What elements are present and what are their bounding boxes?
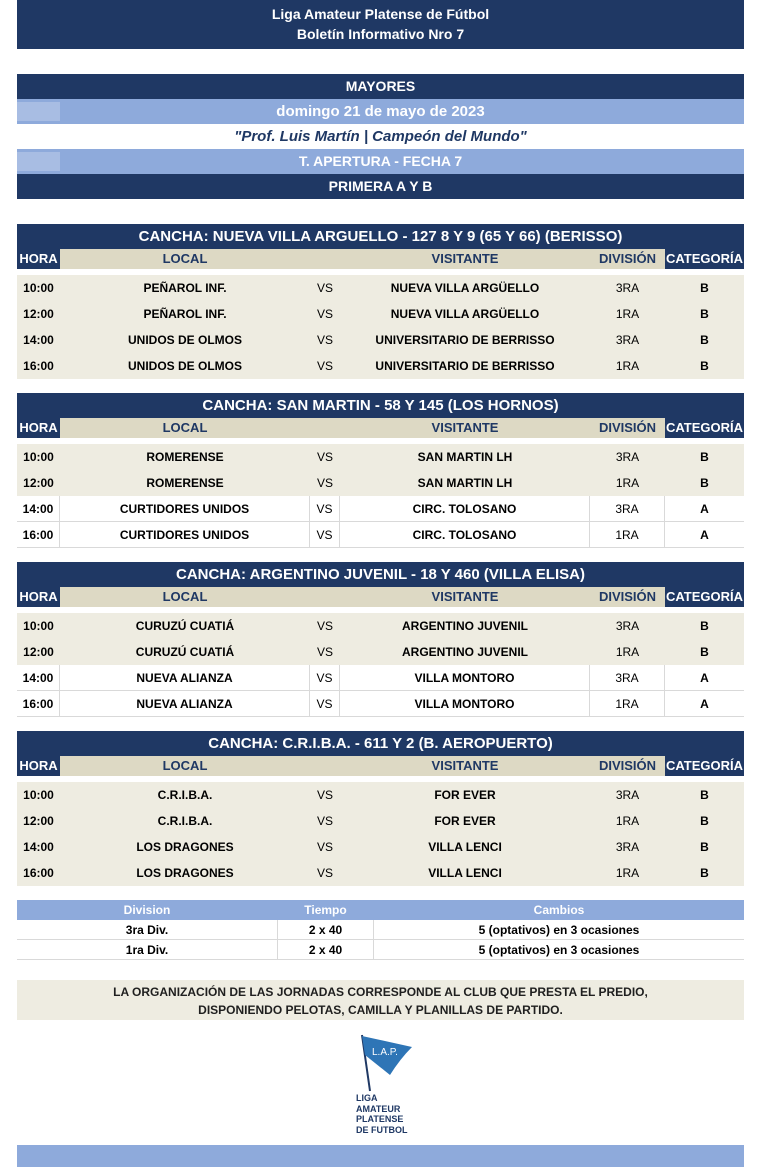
logo-line: AMATEUR [356, 1103, 401, 1114]
vs-label: VS [316, 359, 333, 373]
vs-label: VS [316, 333, 333, 347]
match-category: A [700, 697, 709, 711]
match-time: 10:00 [23, 281, 54, 295]
rules-row [17, 940, 744, 960]
match-division: 1RA [615, 645, 640, 659]
col-visitante: VISITANTE [431, 251, 499, 266]
rules-division: 3ra Div. [125, 923, 169, 937]
match-category: B [700, 359, 709, 373]
home-team: CURTIDORES UNIDOS [60, 496, 310, 522]
match-category: B [700, 814, 709, 828]
match-category: B [700, 476, 709, 490]
away-team: ARGENTINO JUVENIL [401, 645, 528, 659]
vs-label: VS [310, 496, 340, 522]
match-time: 14:00 [23, 333, 54, 347]
league-logo [350, 1033, 430, 1148]
league-title: Liga Amateur Platense de Fútbol [271, 6, 490, 22]
column-headers [17, 249, 744, 269]
tournament-round [17, 149, 744, 174]
match-division: 3RA [615, 840, 640, 854]
match-time: 10:00 [23, 788, 54, 802]
away-team: CIRC. TOLOSANO [340, 496, 590, 522]
match-category: B [700, 788, 709, 802]
rules-col-division: Division [123, 903, 171, 917]
col-division: DIVISIÓN [598, 420, 657, 435]
match-category: A [700, 671, 709, 685]
col-division: DIVISIÓN [598, 251, 657, 266]
away-team: SAN MARTIN LH [417, 476, 513, 490]
vs-label: VS [316, 840, 333, 854]
match-division: 1RA [615, 866, 640, 880]
col-categoria: CATEGORÍA [665, 249, 744, 269]
home-team: C.R.I.B.A. [157, 788, 213, 802]
away-team: ARGENTINO JUVENIL [401, 619, 528, 633]
home-team: PEÑAROL INF. [143, 307, 227, 321]
rules-row [17, 920, 744, 940]
match-time: 14:00 [23, 840, 54, 854]
match-row [17, 301, 744, 327]
rules-header [17, 900, 744, 920]
col-categoria: CATEGORÍA [665, 587, 744, 607]
away-team: SAN MARTIN LH [417, 450, 513, 464]
match-category: B [700, 645, 709, 659]
logo-line: LIGA [356, 1093, 378, 1103]
match-division: 3RA [615, 281, 640, 295]
away-team: VILLA LENCI [428, 840, 502, 854]
match-category: B [700, 333, 709, 347]
match-time: 12:00 [23, 814, 54, 828]
home-team: CURTIDORES UNIDOS [60, 522, 310, 548]
match-division: 1RA [615, 814, 640, 828]
home-team: CURUZÚ CUATIÁ [135, 619, 235, 633]
column-headers [17, 418, 744, 438]
cancha-title: CANCHA: SAN MARTIN - 58 Y 145 (LOS HORNOS) [17, 393, 744, 418]
match-division: 1RA [590, 522, 665, 548]
match-time: 10:00 [23, 450, 54, 464]
bulletin-header [17, 0, 744, 49]
col-local: LOCAL [162, 758, 208, 773]
decorative-swatch [17, 102, 60, 121]
match-row [17, 834, 744, 860]
col-categoria: CATEGORÍA [665, 418, 744, 438]
match-category: B [700, 307, 709, 321]
match-row [17, 275, 744, 301]
away-team: VILLA LENCI [428, 866, 502, 880]
match-date-text: domingo 21 de mayo de 2023 [276, 103, 485, 120]
col-local: LOCAL [162, 589, 208, 604]
match-time: 10:00 [23, 619, 54, 633]
match-time: 16:00 [23, 359, 54, 373]
match-time: 14:00 [17, 496, 60, 522]
notice-line: LA ORGANIZACIÓN DE LAS JORNADAS CORRESPONDE AL CLUB QUE PRESTA EL PREDIO, [113, 985, 648, 999]
match-time: 16:00 [17, 522, 60, 548]
vs-label: VS [316, 788, 333, 802]
away-team: VILLA MONTORO [340, 665, 590, 691]
match-division: 3RA [615, 788, 640, 802]
rules-cambios: 5 (optativos) en 3 ocasiones [478, 943, 640, 957]
match-division: 3RA [615, 619, 640, 633]
col-hora: HORA [17, 418, 60, 438]
match-row [17, 639, 744, 665]
match-row [17, 808, 744, 834]
bulletin-number: Boletín Informativo Nro 7 [296, 26, 465, 42]
match-division: 1RA [615, 359, 640, 373]
away-team: NUEVA VILLA ARGÜELLO [390, 281, 540, 295]
match-category: B [700, 866, 709, 880]
logo-line: DE FUTBOL [356, 1124, 408, 1135]
vs-label: VS [310, 522, 340, 548]
match-division: 1RA [590, 691, 665, 717]
away-team: VILLA MONTORO [340, 691, 590, 717]
home-team: C.R.I.B.A. [157, 814, 213, 828]
vs-label: VS [316, 645, 333, 659]
match-division: 3RA [615, 450, 640, 464]
footer-bar [17, 1145, 744, 1167]
match-row [17, 470, 744, 496]
notice-line: DISPONIENDO PELOTAS, CAMILLA Y PLANILLAS DE PARTIDO. [198, 1003, 563, 1017]
match-division: 3RA [615, 333, 640, 347]
vs-label: VS [310, 665, 340, 691]
rules-cambios: 5 (optativos) en 3 ocasiones [478, 923, 640, 937]
cancha-title: CANCHA: ARGENTINO JUVENIL - 18 Y 460 (VILLA ELISA) [17, 562, 744, 587]
match-time: 16:00 [23, 866, 54, 880]
column-headers [17, 756, 744, 776]
col-visitante: VISITANTE [431, 589, 499, 604]
tournament-round-text: T. APERTURA - FECHA 7 [298, 153, 463, 169]
col-visitante: VISITANTE [431, 420, 499, 435]
logo-text [356, 1093, 408, 1135]
match-division: 1RA [615, 476, 640, 490]
home-team: UNIDOS DE OLMOS [127, 359, 242, 373]
match-category: A [700, 528, 709, 542]
vs-label: VS [316, 307, 333, 321]
cancha-title: CANCHA: C.R.I.B.A. - 611 Y 2 (B. AEROPUERTO) [17, 731, 744, 756]
col-categoria: CATEGORÍA [665, 756, 744, 776]
rules-division: 1ra Div. [125, 943, 169, 957]
rules-col-cambios: Cambios [533, 903, 585, 917]
match-row [17, 782, 744, 808]
home-team: ROMERENSE [146, 450, 224, 464]
match-time: 16:00 [17, 691, 60, 717]
match-time: 14:00 [17, 665, 60, 691]
vs-label: VS [316, 281, 333, 295]
col-local: LOCAL [162, 420, 208, 435]
rules-tiempo: 2 x 40 [277, 920, 374, 940]
match-row [17, 691, 744, 717]
vs-label: VS [310, 691, 340, 717]
away-team: FOR EVER [434, 814, 496, 828]
vs-label: VS [316, 476, 333, 490]
col-hora: HORA [17, 756, 60, 776]
match-row [17, 327, 744, 353]
home-team: LOS DRAGONES [136, 840, 234, 854]
col-local: LOCAL [162, 251, 208, 266]
organization-notice [17, 980, 744, 1020]
match-time: 12:00 [23, 476, 54, 490]
col-visitante: VISITANTE [431, 758, 499, 773]
home-team: NUEVA ALIANZA [60, 691, 310, 717]
cancha-block [17, 562, 744, 717]
match-category: B [700, 619, 709, 633]
home-team: PEÑAROL INF. [143, 281, 227, 295]
home-team: NUEVA ALIANZA [60, 665, 310, 691]
match-row [17, 860, 744, 886]
flag-icon [350, 1033, 430, 1093]
vs-label: VS [316, 814, 333, 828]
col-division: DIVISIÓN [598, 758, 657, 773]
decorative-swatch [17, 152, 60, 171]
logo-flag-text: L.A.P. [372, 1047, 398, 1058]
away-team: UNIVERSITARIO DE BERRISSO [375, 333, 555, 347]
match-row [17, 665, 744, 691]
away-team: NUEVA VILLA ARGÜELLO [390, 307, 540, 321]
match-category: B [700, 840, 709, 854]
home-team: CURUZÚ CUATIÁ [135, 645, 235, 659]
rules-col-tiempo: Tiempo [304, 903, 347, 917]
home-team: LOS DRAGONES [136, 866, 234, 880]
home-team: UNIDOS DE OLMOS [127, 333, 242, 347]
column-headers [17, 587, 744, 607]
cancha-block [17, 393, 744, 548]
away-team: UNIVERSITARIO DE BERRISSO [375, 359, 555, 373]
match-row [17, 496, 744, 522]
match-row [17, 613, 744, 639]
division-group: PRIMERA A Y B [17, 174, 744, 199]
dedication: "Prof. Luis Martín | Campeón del Mundo" [234, 128, 527, 145]
match-category: A [700, 502, 709, 516]
match-row [17, 444, 744, 470]
logo-line: PLATENSE [356, 1114, 404, 1124]
match-time: 12:00 [23, 645, 54, 659]
cancha-title: CANCHA: NUEVA VILLA ARGUELLO - 127 8 Y 9 (65 Y 66) (BERISSO) [17, 224, 744, 249]
match-category: B [700, 281, 709, 295]
match-row [17, 522, 744, 548]
match-date [17, 99, 744, 124]
match-time: 12:00 [23, 307, 54, 321]
away-team: CIRC. TOLOSANO [340, 522, 590, 548]
vs-label: VS [316, 450, 333, 464]
cancha-block [17, 731, 744, 886]
home-team: ROMERENSE [146, 476, 224, 490]
col-division: DIVISIÓN [598, 589, 657, 604]
match-division: 3RA [590, 665, 665, 691]
match-category: B [700, 450, 709, 464]
match-division: 1RA [615, 307, 640, 321]
away-team: FOR EVER [434, 788, 496, 802]
vs-label: VS [316, 619, 333, 633]
rules-table [17, 900, 744, 960]
col-hora: HORA [17, 249, 60, 269]
category-title: MAYORES [17, 74, 744, 99]
vs-label: VS [316, 866, 333, 880]
cancha-block [17, 224, 744, 379]
match-division: 3RA [590, 496, 665, 522]
col-hora: HORA [17, 587, 60, 607]
rules-tiempo: 2 x 40 [277, 940, 374, 960]
match-row [17, 353, 744, 379]
